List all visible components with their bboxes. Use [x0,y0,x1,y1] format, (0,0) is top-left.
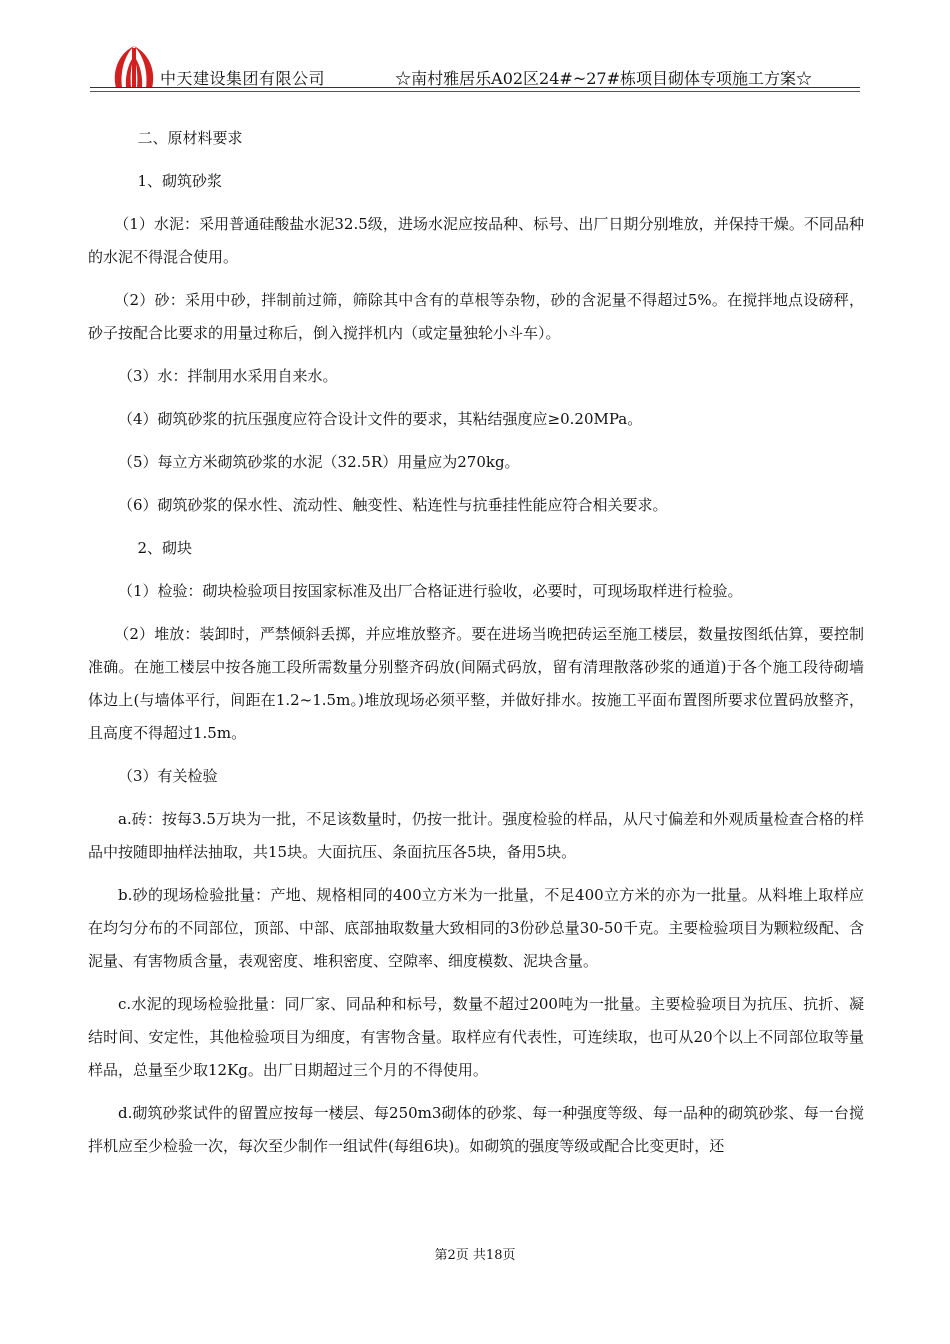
paragraph: （1）检验：砌块检验项目按国家标准及出厂合格证进行验收，必要时，可现场取样进行检验。 [118,582,743,600]
paragraph: （4）砌筑砂浆的抗压强度应符合设计文件的要求，其粘结强度应≥0.20MPa。 [118,410,643,428]
paragraph: （5）每立方米砌筑砂浆的水泥（32.5R）用量应为270kg。 [118,453,520,471]
paragraph: （6）砌筑砂浆的保水性、流动性、触变性、粘连性与抗垂挂性能应符合相关要求。 [118,496,668,514]
paragraph: （2）堆放：装卸时，严禁倾斜丢掷，并应堆放整齐。要在进场当晚把砖运至施工楼层，数量按图纸估算，要控制准确。在施工楼层中按各施工段所需数量分别整齐码放(间隔式码放，留有清理散落砂浆的通道)于各个施工段待砌墙体边上(与墙体平行，间距在1.2~1.5m。)堆放现场必须平整，并做好排水。按施工平面布置图所要求位置码放整齐，且高度不得超过1.5m。 [88,625,864,742]
company-logo [108,42,160,90]
paragraph: b.砂的现场检验批量：产地、规格相同的400立方米为一批量，不足400立方米的亦为一批量。从料堆上取样应在均匀分布的不同部位，顶部、中部、底部抽取数量大致相同的3份砂总量30-50千克。主要检验项目为颗粒级配、含泥量、有害物质含量，表观密度、堆积密度、空隙率、细度模数、泥块含量。 [88,886,864,970]
paragraph: d.砌筑砂浆试件的留置应按每一楼层、每250m3砌体的砂浆、每一种强度等级、每一品种的砌筑砂浆、每一台搅拌机应至少检验一次，每次至少制作一组试件(每组6块)。如砌筑的强度等级或配合比变更时，还 [88,1104,864,1155]
document-title: ☆南村雅居乐A02区24#~27#栋项目砌体专项施工方案☆ [395,69,812,88]
paragraph: c.水泥的现场检验批量：同厂家、同品种和标号，数量不超过200吨为一批量。主要检验项目为抗压、抗折、凝结时间、安定性，其他检验项目为细度，有害物含量。取样应有代表性，可连续取，也可从20个以上不同部位取等量样品，总量至少取12Kg。出厂日期超过三个月的不得使用。 [88,995,864,1079]
subsection-heading: 2、砌块 [137,539,193,557]
paragraph: （3）水：拌制用水采用自来水。 [118,367,338,385]
subsection-heading: 1、砌筑砂浆 [137,172,223,190]
document-body [88,122,864,1163]
paragraph: （1）水泥：采用普通硅酸盐水泥32.5级，进场水泥应按品种、标号、出厂日期分别堆放，并保持干燥。不同品种的水泥不得混合使用。 [88,215,864,266]
company-name: 中天建设集团有限公司 [160,69,326,88]
paragraph: （2）砂：采用中砂，拌制前过筛，筛除其中含有的草根等杂物，砂的含泥量不得超过5%。在搅拌地点设磅秤，砂子按配合比要求的用量过称后，倒入搅拌机内（或定量独轮小斗车）。 [88,291,864,342]
page-number: 第2页 共18页 [434,1248,516,1263]
section-heading: 二、原材料要求 [137,129,243,147]
header-rule-thin [90,91,860,92]
header-rule [90,87,860,88]
paragraph: a.砖：按每3.5万块为一批，不足该数量时，仍按一批计。强度检验的样品，从尺寸偏差和外观质量检查合格的样品中按随即抽样法抽取，共15块。大面抗压、条面抗压各5块，备用5块。 [88,810,864,861]
page-header [90,42,860,90]
paragraph: （3）有关检验 [118,767,218,785]
